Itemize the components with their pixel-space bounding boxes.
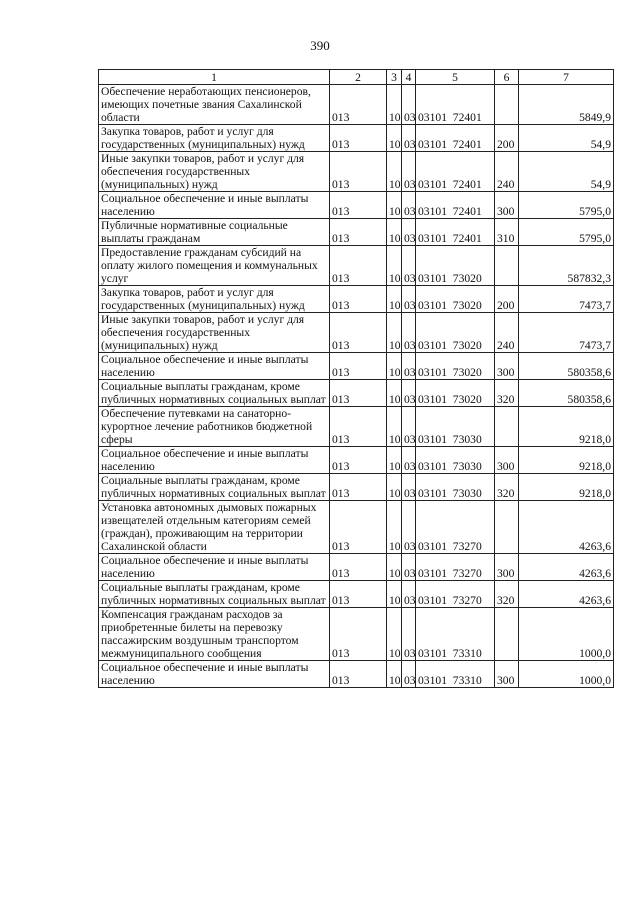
row-vr-cell: 310 xyxy=(495,219,519,246)
row-ved-cell: 013 xyxy=(330,661,387,688)
row-vr-cell: 300 xyxy=(495,554,519,581)
row-ved-cell: 013 xyxy=(330,192,387,219)
row-rz-cell: 10 xyxy=(387,125,402,152)
column-header: 1 xyxy=(99,70,330,85)
table-row xyxy=(99,152,614,192)
row-vr-cell xyxy=(495,501,519,554)
row-rz-cell: 10 xyxy=(387,501,402,554)
row-sum-cell: 7473,7 xyxy=(519,313,614,353)
row-name-cell: Социальные выплаты гражданам, кроме публичных нормативных социальных выплат xyxy=(99,474,330,501)
column-header: 4 xyxy=(402,70,416,85)
row-pr-cell: 03 xyxy=(402,85,416,125)
row-ved-cell: 013 xyxy=(330,286,387,313)
row-pr-cell: 03 xyxy=(402,353,416,380)
row-rz-cell: 10 xyxy=(387,192,402,219)
row-sum-cell: 1000,0 xyxy=(519,608,614,661)
row-pr-cell: 03 xyxy=(402,125,416,152)
row-name-cell: Социальное обеспечение и иные выплаты населению xyxy=(99,554,330,581)
column-header: 2 xyxy=(330,70,387,85)
row-pr-cell: 03 xyxy=(402,554,416,581)
row-name-cell: Иные закупки товаров, работ и услуг для обеспечения государственных (муниципальных) нужд xyxy=(99,152,330,192)
row-name-cell: Обеспечение неработающих пенсионеров, имеющих почетные звания Сахалинской области xyxy=(99,85,330,125)
row-pr-cell: 03 xyxy=(402,501,416,554)
row-pr-cell: 03 xyxy=(402,246,416,286)
table-row xyxy=(99,219,614,246)
table-row xyxy=(99,608,614,661)
row-sum-cell: 9218,0 xyxy=(519,447,614,474)
row-name-cell: Закупка товаров, работ и услуг для государственных (муниципальных) нужд xyxy=(99,125,330,152)
table-row xyxy=(99,353,614,380)
row-ved-cell: 013 xyxy=(330,407,387,447)
row-csr-cell: 03101 72401 xyxy=(416,219,495,246)
row-pr-cell: 03 xyxy=(402,474,416,501)
row-rz-cell: 10 xyxy=(387,353,402,380)
row-csr-cell: 03101 73310 xyxy=(416,661,495,688)
row-sum-cell: 7473,7 xyxy=(519,286,614,313)
row-csr-cell: 03101 72401 xyxy=(416,152,495,192)
row-csr-cell: 03101 73310 xyxy=(416,608,495,661)
row-rz-cell: 10 xyxy=(387,474,402,501)
row-name-cell: Компенсация гражданам расходов за приобретенные билеты на перевозку пассажирским воздушным транспортом межмуниципального сообщения xyxy=(99,608,330,661)
row-name-cell: Публичные нормативные социальные выплаты гражданам xyxy=(99,219,330,246)
row-csr-cell: 03101 72401 xyxy=(416,125,495,152)
row-pr-cell: 03 xyxy=(402,380,416,407)
row-ved-cell: 013 xyxy=(330,447,387,474)
row-sum-cell: 5795,0 xyxy=(519,219,614,246)
row-rz-cell: 10 xyxy=(387,152,402,192)
row-vr-cell: 320 xyxy=(495,581,519,608)
row-ved-cell: 013 xyxy=(330,353,387,380)
table-row xyxy=(99,85,614,125)
row-ved-cell: 013 xyxy=(330,501,387,554)
row-sum-cell: 580358,6 xyxy=(519,380,614,407)
row-csr-cell: 03101 73020 xyxy=(416,286,495,313)
table-row xyxy=(99,447,614,474)
row-sum-cell: 9218,0 xyxy=(519,407,614,447)
row-rz-cell: 10 xyxy=(387,661,402,688)
table-body xyxy=(99,85,614,688)
row-sum-cell: 580358,6 xyxy=(519,353,614,380)
row-sum-cell: 4263,6 xyxy=(519,554,614,581)
row-csr-cell: 03101 73020 xyxy=(416,380,495,407)
row-csr-cell: 03101 73020 xyxy=(416,313,495,353)
row-vr-cell: 200 xyxy=(495,125,519,152)
row-sum-cell: 9218,0 xyxy=(519,474,614,501)
row-rz-cell: 10 xyxy=(387,313,402,353)
row-csr-cell: 03101 73020 xyxy=(416,353,495,380)
budget-table xyxy=(98,69,614,688)
row-ved-cell: 013 xyxy=(330,554,387,581)
row-ved-cell: 013 xyxy=(330,152,387,192)
row-pr-cell: 03 xyxy=(402,447,416,474)
row-name-cell: Социальные выплаты гражданам, кроме публичных нормативных социальных выплат xyxy=(99,581,330,608)
table-header-row xyxy=(99,70,614,85)
row-pr-cell: 03 xyxy=(402,608,416,661)
row-name-cell: Социальное обеспечение и иные выплаты населению xyxy=(99,661,330,688)
column-header: 6 xyxy=(495,70,519,85)
row-ved-cell: 013 xyxy=(330,219,387,246)
row-rz-cell: 10 xyxy=(387,85,402,125)
row-pr-cell: 03 xyxy=(402,581,416,608)
row-sum-cell: 54,9 xyxy=(519,152,614,192)
row-pr-cell: 03 xyxy=(402,286,416,313)
row-rz-cell: 10 xyxy=(387,581,402,608)
row-rz-cell: 10 xyxy=(387,286,402,313)
table-row xyxy=(99,313,614,353)
row-vr-cell: 240 xyxy=(495,313,519,353)
table-row xyxy=(99,661,614,688)
row-ved-cell: 013 xyxy=(330,246,387,286)
table-row xyxy=(99,554,614,581)
row-name-cell: Социальное обеспечение и иные выплаты населению xyxy=(99,447,330,474)
row-csr-cell: 03101 73270 xyxy=(416,501,495,554)
row-vr-cell: 300 xyxy=(495,353,519,380)
row-sum-cell: 5849,9 xyxy=(519,85,614,125)
table-row xyxy=(99,380,614,407)
table-row xyxy=(99,581,614,608)
row-sum-cell: 587832,3 xyxy=(519,246,614,286)
row-vr-cell: 300 xyxy=(495,661,519,688)
row-name-cell: Иные закупки товаров, работ и услуг для обеспечения государственных (муниципальных) нужд xyxy=(99,313,330,353)
row-vr-cell xyxy=(495,608,519,661)
row-sum-cell: 54,9 xyxy=(519,125,614,152)
row-csr-cell: 03101 73020 xyxy=(416,246,495,286)
row-name-cell: Установка автономных дымовых пожарных извещателей отдельным категориям семей (граждан), проживающим на территории Сахалинской области xyxy=(99,501,330,554)
row-rz-cell: 10 xyxy=(387,219,402,246)
row-rz-cell: 10 xyxy=(387,380,402,407)
row-name-cell: Социальное обеспечение и иные выплаты населению xyxy=(99,192,330,219)
row-pr-cell: 03 xyxy=(402,152,416,192)
row-pr-cell: 03 xyxy=(402,219,416,246)
row-sum-cell: 1000,0 xyxy=(519,661,614,688)
row-ved-cell: 013 xyxy=(330,125,387,152)
row-vr-cell: 300 xyxy=(495,447,519,474)
row-name-cell: Социальное обеспечение и иные выплаты населению xyxy=(99,353,330,380)
row-rz-cell: 10 xyxy=(387,246,402,286)
row-csr-cell: 03101 73030 xyxy=(416,474,495,501)
table-row xyxy=(99,501,614,554)
row-vr-cell xyxy=(495,85,519,125)
row-rz-cell: 10 xyxy=(387,554,402,581)
row-rz-cell: 10 xyxy=(387,447,402,474)
row-vr-cell: 300 xyxy=(495,192,519,219)
column-header: 5 xyxy=(416,70,495,85)
row-name-cell: Обеспечение путевками на санаторно-курортное лечение работников бюджетной сферы xyxy=(99,407,330,447)
page-number: 390 xyxy=(310,38,330,53)
row-name-cell: Социальные выплаты гражданам, кроме публичных нормативных социальных выплат xyxy=(99,380,330,407)
row-name-cell: Предоставление гражданам субсидий на оплату жилого помещения и коммунальных услуг xyxy=(99,246,330,286)
row-vr-cell xyxy=(495,407,519,447)
table-row xyxy=(99,192,614,219)
row-ved-cell: 013 xyxy=(330,474,387,501)
row-ved-cell: 013 xyxy=(330,313,387,353)
row-vr-cell: 200 xyxy=(495,286,519,313)
row-csr-cell: 03101 73030 xyxy=(416,447,495,474)
row-csr-cell: 03101 72401 xyxy=(416,85,495,125)
row-sum-cell: 4263,6 xyxy=(519,501,614,554)
row-pr-cell: 03 xyxy=(402,661,416,688)
row-pr-cell: 03 xyxy=(402,313,416,353)
row-ved-cell: 013 xyxy=(330,581,387,608)
table-row xyxy=(99,286,614,313)
row-rz-cell: 10 xyxy=(387,407,402,447)
table-row xyxy=(99,125,614,152)
row-pr-cell: 03 xyxy=(402,192,416,219)
column-header: 7 xyxy=(519,70,614,85)
row-rz-cell: 10 xyxy=(387,608,402,661)
table-row xyxy=(99,246,614,286)
table-row xyxy=(99,407,614,447)
table-row xyxy=(99,474,614,501)
row-vr-cell: 240 xyxy=(495,152,519,192)
row-vr-cell xyxy=(495,246,519,286)
row-name-cell: Закупка товаров, работ и услуг для государственных (муниципальных) нужд xyxy=(99,286,330,313)
row-csr-cell: 03101 73270 xyxy=(416,581,495,608)
row-sum-cell: 4263,6 xyxy=(519,581,614,608)
row-csr-cell: 03101 73030 xyxy=(416,407,495,447)
row-csr-cell: 03101 72401 xyxy=(416,192,495,219)
row-csr-cell: 03101 73270 xyxy=(416,554,495,581)
row-vr-cell: 320 xyxy=(495,474,519,501)
row-ved-cell: 013 xyxy=(330,85,387,125)
row-ved-cell: 013 xyxy=(330,380,387,407)
column-header: 3 xyxy=(387,70,402,85)
row-vr-cell: 320 xyxy=(495,380,519,407)
row-ved-cell: 013 xyxy=(330,608,387,661)
row-sum-cell: 5795,0 xyxy=(519,192,614,219)
row-pr-cell: 03 xyxy=(402,407,416,447)
